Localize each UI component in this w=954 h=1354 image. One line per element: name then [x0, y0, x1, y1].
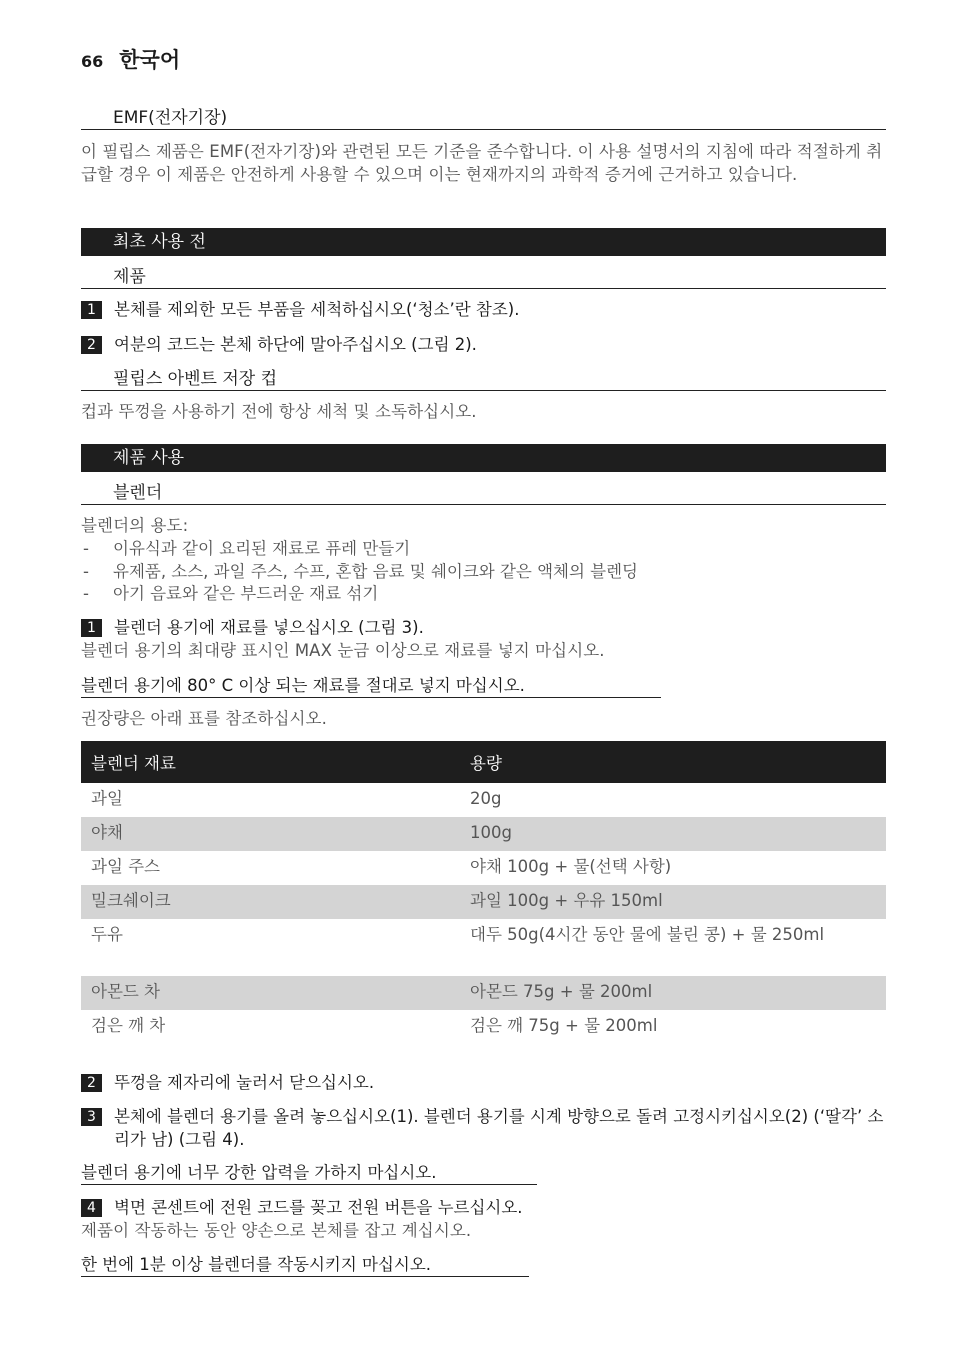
amount-cell: 과일 100g + 우유 150ml	[460, 885, 886, 919]
column-header-amount: 용량	[460, 741, 886, 783]
ingredient-cell: 야채	[81, 817, 460, 851]
storage-cup-body: 컵과 뚜껑을 사용하기 전에 항상 세척 및 소독하십시오.	[81, 402, 477, 421]
table-row	[81, 976, 886, 1010]
caution-hot-ingredients: 블렌더 용기에 80° C 이상 되는 재료를 절대로 넣지 마십시오.	[81, 675, 661, 698]
step-store-cord	[81, 334, 886, 357]
blender-heading: 블렌더	[81, 482, 886, 505]
step-number: 2	[81, 1074, 102, 1092]
ingredient-cell: 과일 주스	[91, 857, 161, 876]
table-row	[81, 783, 886, 817]
product-heading: 제품	[81, 266, 886, 289]
step-text: 벽면 콘센트에 전원 코드를 꽂고 전원 버튼을 누르십시오.	[114, 1198, 523, 1217]
hold-base-note: 제품이 작동하는 동안 양손으로 본체를 잡고 계십시오.	[81, 1221, 472, 1240]
list-item: - 아기 음료와 같은 부드러운 재료 섞기	[81, 583, 886, 606]
list-item: - 이유식과 같이 요리된 재료로 퓨레 만들기	[81, 538, 886, 561]
amount-cell: 20g	[470, 789, 502, 808]
blender-uses-list	[81, 538, 886, 606]
ingredient-cell: 두유	[91, 925, 123, 944]
table-header-row	[81, 741, 886, 783]
step-text: 본체를 제외한 모든 부품을 세척하십시오(‘청소’란 참조).	[114, 300, 520, 319]
table-row	[81, 885, 886, 919]
storage-cup-heading: 필립스 아벤트 저장 컵	[81, 368, 886, 391]
step-plug-in	[81, 1197, 886, 1220]
step-text: 여분의 코드는 본체 하단에 말아주십시오 (그림 2).	[114, 335, 477, 354]
caution-run-time: 한 번에 1분 이상 블렌더를 작동시키지 마십시오.	[81, 1254, 529, 1277]
max-level-note: 블렌더 용기의 최대량 표시인 MAX 눈금 이상으로 재료를 넣지 마십시오.	[81, 641, 605, 660]
step-number: 2	[81, 336, 102, 354]
column-header-ingredient: 블렌더 재료	[81, 741, 460, 783]
amount-cell: 대두 50g(4시간 동안 물에 불린 콩) + 물 250ml	[470, 925, 825, 944]
step-add-ingredients	[81, 617, 886, 640]
step-text: 본체에 블렌더 용기를 올려 놓으십시오(1). 블렌더 용기를 시계 방향으로 돌려 고정시키십시오(2) (‘딸각’ 소리가 남) (그림 4).	[114, 1107, 884, 1149]
amount-cell: 아몬드 75g + 물 200ml	[460, 976, 886, 1010]
before-first-use-title: 최초 사용 전	[81, 228, 886, 256]
amount-cell: 100g	[460, 817, 886, 851]
step-attach-jar	[81, 1106, 886, 1151]
step-text: 뚜껑을 제자리에 눌러서 닫으십시오.	[114, 1073, 375, 1092]
ingredient-cell: 밀크쉐이크	[81, 885, 460, 919]
blender-intro: 블렌더의 용도:	[81, 516, 189, 535]
amount-cell: 야채 100g + 물(선택 사항)	[470, 857, 672, 876]
table-row	[81, 1010, 886, 1044]
recommended-amounts-table	[81, 741, 886, 1044]
page-header	[81, 44, 180, 74]
page-number: 66	[81, 52, 104, 71]
ingredient-cell: 과일	[91, 789, 123, 808]
step-clean-parts	[81, 299, 886, 322]
ingredient-cell: 아몬드 차	[81, 976, 460, 1010]
step-number: 1	[81, 301, 102, 319]
using-title: 제품 사용	[81, 444, 886, 472]
step-number: 4	[81, 1199, 102, 1217]
table-row	[81, 851, 886, 885]
caution-pressure: 블렌더 용기에 너무 강한 압력을 가하지 마십시오.	[81, 1162, 537, 1185]
emf-heading: EMF(전자기장)	[81, 107, 886, 130]
step-text: 블렌더 용기에 재료를 넣으십시오 (그림 3).	[114, 618, 424, 637]
table-row	[81, 817, 886, 851]
step-close-lid	[81, 1072, 886, 1095]
emf-body: 이 필립스 제품은 EMF(전자기장)와 관련된 모든 기준을 준수합니다. 이 사용 설명서의 지침에 따라 적절하게 취급할 경우 이 제품은 안전하게 사용할 수 있으며 이는 현재까지의 과학적 증거에 근거하고 있습니다.	[81, 142, 883, 184]
table-row	[81, 919, 886, 976]
ingredient-cell: 검은 깨 차	[91, 1016, 166, 1035]
step-number: 3	[81, 1108, 102, 1126]
step-number: 1	[81, 619, 102, 637]
table-intro: 권장량은 아래 표를 참조하십시오.	[81, 709, 327, 728]
list-item: - 유제품, 소스, 과일 주스, 수프, 혼합 음료 및 쉐이크와 같은 액체의 블렌딩	[81, 561, 886, 584]
amount-cell: 검은 깨 75g + 물 200ml	[470, 1016, 658, 1035]
language-title: 한국어	[119, 48, 181, 72]
